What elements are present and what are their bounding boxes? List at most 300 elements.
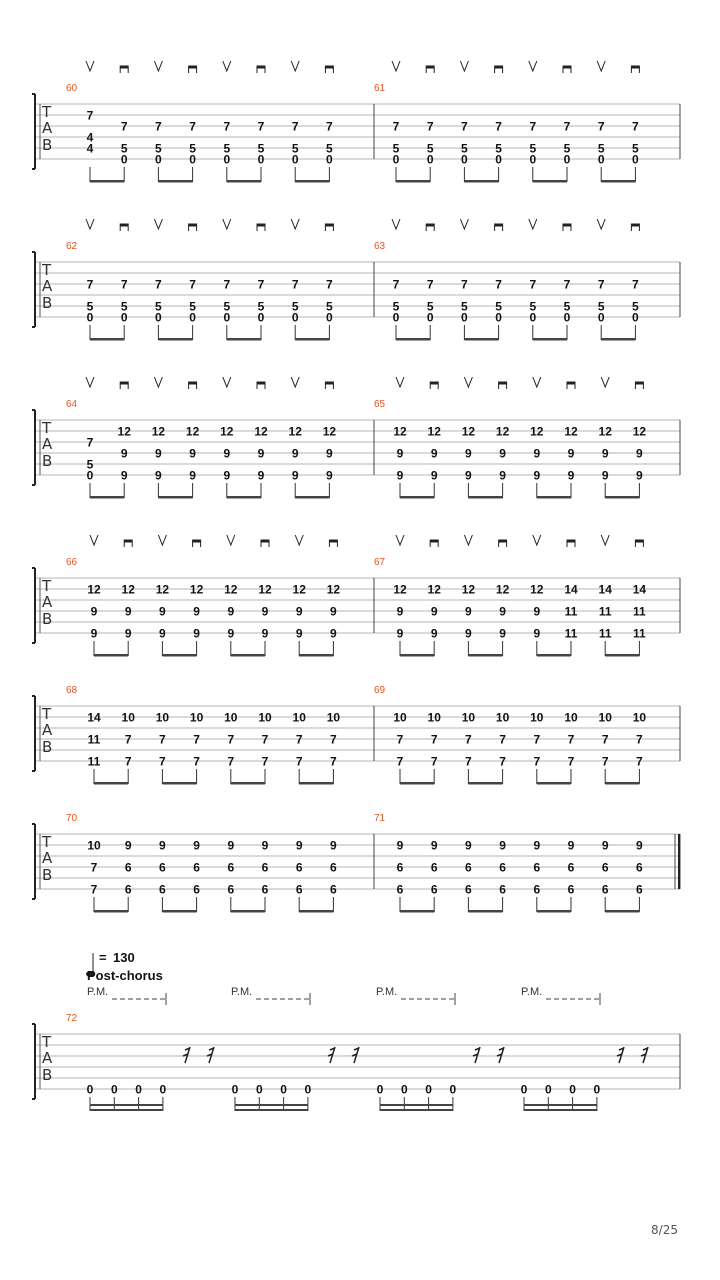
bar-number: 61 — [374, 83, 386, 94]
downstroke-bar — [325, 66, 333, 69]
downstroke-bar — [120, 224, 128, 227]
fret-number: 7 — [396, 754, 404, 769]
fret-number: 5 — [529, 299, 537, 314]
fret-number: 10 — [495, 710, 510, 725]
fret-number: 7 — [529, 119, 537, 134]
fret-number: 5 — [326, 141, 333, 156]
note-beam — [605, 782, 639, 785]
fret-number: 7 — [499, 732, 506, 747]
fret-number: 0 — [425, 1082, 432, 1097]
fret-number: 11 — [87, 732, 101, 747]
note-beam — [158, 338, 192, 341]
fret-number: 7 — [257, 119, 265, 134]
fret-number: 0 — [529, 310, 537, 325]
fret-number: 0 — [569, 1082, 576, 1097]
fret-number: 6 — [430, 882, 438, 897]
upstroke-icon — [597, 61, 605, 71]
fret-number: 0 — [376, 1082, 384, 1097]
system-bracket — [32, 1024, 35, 1099]
fret-number: 7 — [86, 277, 94, 292]
palm-mute-label: P.M. — [521, 986, 543, 998]
tab-clef-letter: A — [42, 593, 53, 611]
fret-number: 7 — [636, 754, 643, 769]
fret-number: 5 — [461, 141, 468, 156]
fret-number: 0 — [326, 152, 333, 167]
note-beam — [537, 782, 571, 785]
fret-number: 0 — [120, 152, 128, 167]
note-beam — [533, 338, 567, 341]
note-beam — [227, 338, 261, 341]
tab-clef-letter: T — [42, 1033, 52, 1051]
note-beam — [235, 1104, 308, 1106]
fret-number: 9 — [124, 604, 132, 619]
fret-number: 7 — [430, 732, 438, 747]
note-beam — [231, 910, 265, 913]
fret-number: 12 — [155, 582, 170, 597]
upstroke-icon — [86, 219, 94, 229]
fret-number: 10 — [292, 710, 306, 725]
fret-number: 7 — [601, 732, 609, 747]
fret-number: 7 — [295, 732, 303, 747]
fret-number: 9 — [257, 446, 265, 461]
upstroke-icon — [154, 377, 162, 387]
fret-number: 9 — [189, 446, 196, 461]
fret-number: 5 — [495, 141, 502, 156]
note-beam — [158, 496, 192, 499]
note-beam — [396, 338, 430, 341]
note-beam — [605, 654, 639, 657]
downstroke-bar — [635, 382, 643, 385]
fret-number: 9 — [330, 604, 337, 619]
tab-clef-letter: B — [42, 1066, 53, 1084]
fret-number: 0 — [461, 310, 468, 325]
fret-number: 10 — [427, 710, 441, 725]
fret-number: 9 — [291, 446, 299, 461]
fret-number: 11 — [598, 626, 612, 641]
upstroke-icon — [396, 535, 404, 545]
tab-clef-letter: A — [42, 119, 53, 137]
fret-number: 7 — [533, 754, 541, 769]
fret-number: 5 — [86, 299, 94, 314]
downstroke-bar — [430, 382, 438, 385]
fret-number: 9 — [601, 446, 609, 461]
fret-number: 0 — [449, 1082, 457, 1097]
fret-number: 7 — [330, 754, 337, 769]
fret-number: 9 — [533, 468, 541, 483]
fret-number: 5 — [86, 457, 94, 472]
fret-number: 5 — [392, 299, 400, 314]
fret-number: 6 — [465, 860, 472, 875]
fret-number: 7 — [392, 119, 400, 134]
fret-number: 11 — [564, 626, 578, 641]
fret-number: 14 — [632, 582, 647, 597]
fret-number: 0 — [280, 1082, 287, 1097]
fret-number: 6 — [636, 882, 643, 897]
fret-number: 9 — [465, 446, 472, 461]
downstroke-bar — [124, 540, 132, 543]
fret-number: 7 — [189, 277, 196, 292]
downstroke-bar — [189, 224, 197, 227]
fret-number: 9 — [396, 838, 404, 853]
fret-number: 12 — [427, 424, 441, 439]
fret-number: 7 — [495, 277, 502, 292]
fret-number: 10 — [461, 710, 476, 725]
fret-number: 6 — [124, 860, 132, 875]
fret-number: 6 — [295, 882, 303, 897]
fret-number: 7 — [426, 277, 434, 292]
fret-number: 9 — [261, 604, 269, 619]
fret-number: 5 — [597, 299, 605, 314]
note-beam — [400, 654, 434, 657]
fret-number: 0 — [593, 1082, 601, 1097]
fret-number: 0 — [86, 468, 94, 483]
note-beam — [90, 496, 124, 499]
sixteenth-rest-icon — [497, 1047, 504, 1063]
tab-clef-letter: A — [42, 435, 53, 453]
system-bracket — [32, 568, 35, 643]
downstroke-bar — [261, 540, 269, 543]
fret-number: 0 — [155, 310, 162, 325]
note-beam — [524, 1104, 597, 1106]
fret-number: 9 — [159, 838, 166, 853]
fret-number: 0 — [632, 310, 639, 325]
fret-number: 6 — [601, 882, 609, 897]
fret-number: 7 — [597, 277, 605, 292]
fret-number: 5 — [223, 299, 231, 314]
fret-number: 0 — [304, 1082, 312, 1097]
fret-number: 0 — [563, 152, 571, 167]
fret-number: 9 — [189, 468, 196, 483]
fret-number: 0 — [426, 152, 434, 167]
fret-number: 5 — [326, 299, 333, 314]
downstroke-bar — [329, 540, 337, 543]
fret-number: 9 — [326, 468, 333, 483]
note-beam — [468, 496, 502, 499]
fret-number: 7 — [257, 277, 265, 292]
downstroke-bar — [635, 540, 643, 543]
fret-number: 9 — [90, 604, 98, 619]
fret-number: 12 — [121, 582, 135, 597]
note-beam — [295, 180, 329, 183]
note-beam — [295, 496, 329, 499]
tab-clef-letter: T — [42, 833, 52, 851]
bar-number: 63 — [374, 241, 386, 252]
system-bracket — [32, 824, 35, 899]
note-beam — [227, 180, 261, 183]
fret-number: 6 — [533, 882, 541, 897]
fret-number: 5 — [223, 141, 231, 156]
note-beam — [90, 1109, 163, 1111]
downstroke-bar — [499, 382, 507, 385]
fret-number: 7 — [563, 119, 571, 134]
fret-number: 0 — [291, 152, 299, 167]
tab-clef-letter: T — [42, 419, 52, 437]
fret-number: 0 — [155, 152, 162, 167]
fret-number: 7 — [426, 119, 434, 134]
palm-mute-label: P.M. — [376, 986, 398, 998]
fret-number: 0 — [86, 1082, 94, 1097]
fret-number: 5 — [189, 299, 196, 314]
fret-number: 5 — [461, 299, 468, 314]
fret-number: 6 — [295, 860, 303, 875]
fret-number: 0 — [189, 310, 196, 325]
fret-number: 9 — [465, 468, 472, 483]
fret-number: 5 — [563, 299, 571, 314]
note-beam — [295, 338, 329, 341]
fret-number: 9 — [601, 468, 609, 483]
note-beam — [299, 910, 333, 913]
fret-number: 6 — [330, 882, 337, 897]
fret-number: 6 — [396, 882, 404, 897]
fret-number: 7 — [120, 277, 128, 292]
sixteenth-rest-icon — [473, 1047, 480, 1063]
fret-number: 6 — [636, 860, 643, 875]
fret-number: 9 — [533, 604, 541, 619]
fret-number: 5 — [120, 141, 128, 156]
fret-number: 7 — [461, 277, 468, 292]
fret-number: 6 — [261, 882, 269, 897]
palm-mute-label: P.M. — [87, 986, 109, 998]
fret-number: 0 — [520, 1082, 528, 1097]
system-bracket — [32, 94, 35, 169]
fret-number: 10 — [326, 710, 341, 725]
upstroke-icon — [223, 61, 231, 71]
fret-number: 9 — [295, 838, 303, 853]
fret-number: 0 — [255, 1082, 263, 1097]
fret-number: 7 — [155, 277, 162, 292]
fret-number: 7 — [223, 119, 231, 134]
fret-number: 9 — [430, 468, 438, 483]
upstroke-icon — [529, 219, 537, 229]
fret-number: 6 — [227, 882, 235, 897]
fret-number: 5 — [632, 299, 639, 314]
tab-clef-letter: A — [42, 277, 53, 295]
fret-number: 0 — [257, 310, 265, 325]
downstroke-bar — [189, 66, 197, 69]
upstroke-icon — [464, 535, 472, 545]
sixteenth-rest-icon — [183, 1047, 190, 1063]
tab-clef-letter: B — [42, 610, 53, 628]
downstroke-bar — [189, 382, 197, 385]
note-beam — [601, 180, 635, 183]
note-beam — [162, 910, 196, 913]
fret-number: 7 — [632, 119, 639, 134]
bar-number: 70 — [66, 813, 78, 824]
fret-number: 7 — [326, 277, 333, 292]
fret-number: 11 — [598, 604, 612, 619]
fret-number: 0 — [597, 310, 605, 325]
downstroke-bar — [193, 540, 201, 543]
note-beam — [537, 654, 571, 657]
fret-number: 9 — [291, 468, 299, 483]
fret-number: 7 — [430, 754, 438, 769]
fret-number: 9 — [227, 838, 235, 853]
fret-number: 7 — [223, 277, 231, 292]
note-beam — [396, 180, 430, 183]
note-beam — [464, 338, 498, 341]
fret-number: 9 — [295, 604, 303, 619]
fret-number: 14 — [598, 582, 612, 597]
note-beam — [537, 496, 571, 499]
fret-number: 9 — [261, 626, 269, 641]
fret-number: 7 — [90, 860, 98, 875]
fret-number: 9 — [396, 468, 404, 483]
fret-number: 6 — [499, 882, 506, 897]
fret-number: 0 — [597, 152, 605, 167]
fret-number: 12 — [292, 582, 306, 597]
bar-number: 66 — [66, 557, 78, 568]
fret-number: 14 — [564, 582, 578, 597]
tab-clef-letter: A — [42, 849, 53, 867]
note-beam — [231, 654, 265, 657]
downstroke-bar — [426, 66, 434, 69]
downstroke-bar — [563, 224, 571, 227]
fret-number: 7 — [155, 119, 162, 134]
upstroke-icon — [223, 377, 231, 387]
downstroke-bar — [257, 224, 265, 227]
fret-number: 9 — [567, 838, 575, 853]
fret-number: 0 — [291, 310, 299, 325]
fret-number: 9 — [326, 446, 333, 461]
fret-number: 6 — [533, 860, 541, 875]
bar-number: 68 — [66, 685, 78, 696]
upstroke-icon — [90, 535, 98, 545]
upstroke-icon — [291, 377, 299, 387]
fret-number: 0 — [159, 1082, 167, 1097]
fret-number: 10 — [87, 838, 101, 853]
fret-number: 12 — [254, 424, 268, 439]
fret-number: 9 — [223, 468, 231, 483]
fret-number: 7 — [563, 277, 571, 292]
sixteenth-rest-icon — [328, 1047, 335, 1063]
fret-number: 9 — [601, 838, 609, 853]
bar-number: 69 — [374, 685, 386, 696]
fret-number: 10 — [598, 710, 612, 725]
fret-number: 12 — [564, 424, 578, 439]
upstroke-icon — [392, 219, 400, 229]
fret-number: 7 — [159, 732, 166, 747]
note-beam — [162, 654, 196, 657]
note-beam — [90, 338, 124, 341]
fret-number: 0 — [223, 310, 231, 325]
tab-clef-letter: T — [42, 577, 52, 595]
fret-number: 6 — [227, 860, 235, 875]
tab-clef-letter: B — [42, 294, 53, 312]
fret-number: 5 — [257, 299, 265, 314]
downstroke-bar — [325, 382, 333, 385]
fret-number: 9 — [120, 446, 128, 461]
fret-number: 0 — [400, 1082, 408, 1097]
fret-number: 7 — [291, 277, 299, 292]
fret-number: 5 — [291, 299, 299, 314]
downstroke-bar — [567, 382, 575, 385]
fret-number: 7 — [392, 277, 400, 292]
fret-number: 9 — [257, 468, 265, 483]
fret-number: 7 — [261, 732, 269, 747]
fret-number: 7 — [567, 732, 575, 747]
fret-number: 12 — [288, 424, 302, 439]
fret-number: 9 — [430, 446, 438, 461]
fret-number: 7 — [193, 754, 200, 769]
section-label: Post-chorus — [87, 968, 163, 983]
note-beam — [231, 782, 265, 785]
fret-number: 6 — [159, 882, 166, 897]
fret-number: 9 — [193, 838, 200, 853]
upstroke-icon — [396, 377, 404, 387]
note-beam — [227, 496, 261, 499]
tab-clef-letter: T — [42, 705, 52, 723]
note-beam — [464, 180, 498, 183]
fret-number: 0 — [223, 152, 231, 167]
fret-number: 7 — [461, 119, 468, 134]
fret-number: 5 — [426, 141, 434, 156]
fret-number: 0 — [110, 1082, 118, 1097]
upstroke-icon — [291, 219, 299, 229]
note-beam — [468, 782, 502, 785]
downstroke-bar — [495, 224, 503, 227]
note-beam — [533, 180, 567, 183]
fret-number: 7 — [396, 732, 404, 747]
fret-number: 9 — [155, 446, 162, 461]
fret-number: 9 — [567, 468, 575, 483]
fret-number: 12 — [189, 582, 204, 597]
downstroke-bar — [567, 540, 575, 543]
tab-clef-letter: B — [42, 866, 53, 884]
bar-number: 71 — [374, 813, 386, 824]
upstroke-icon — [460, 61, 468, 71]
fret-number: 9 — [330, 626, 337, 641]
fret-number: 10 — [155, 710, 170, 725]
fret-number: 5 — [597, 141, 605, 156]
fret-number: 6 — [159, 860, 166, 875]
note-beam — [158, 180, 192, 183]
palm-mute-label: P.M. — [231, 986, 253, 998]
fret-number: 0 — [495, 152, 502, 167]
fret-number: 9 — [396, 604, 404, 619]
system-bracket — [32, 696, 35, 771]
fret-number: 12 — [258, 582, 272, 597]
upstroke-icon — [154, 219, 162, 229]
fret-number: 9 — [227, 626, 235, 641]
tab-clef-letter: B — [42, 738, 53, 756]
fret-number: 7 — [495, 119, 502, 134]
upstroke-icon — [533, 535, 541, 545]
fret-number: 9 — [261, 838, 269, 853]
note-beam — [380, 1104, 453, 1106]
upstroke-icon — [533, 377, 541, 387]
tempo-bpm: 130 — [113, 950, 135, 965]
fret-number: 10 — [121, 710, 135, 725]
fret-number: 9 — [396, 446, 404, 461]
tab-clef-letter: T — [42, 103, 52, 121]
note-beam — [94, 782, 128, 785]
fret-number: 6 — [124, 882, 132, 897]
fret-number: 0 — [495, 310, 502, 325]
fret-number: 9 — [193, 626, 200, 641]
fret-number: 7 — [261, 754, 269, 769]
downstroke-bar — [426, 224, 434, 227]
note-beam — [605, 910, 639, 913]
fret-number: 6 — [567, 860, 575, 875]
tab-clef-letter: A — [42, 721, 53, 739]
fret-number: 10 — [258, 710, 272, 725]
fret-number: 5 — [529, 141, 537, 156]
note-beam — [537, 910, 571, 913]
fret-number: 7 — [124, 732, 132, 747]
fret-number: 12 — [224, 582, 238, 597]
fret-number: 9 — [499, 626, 506, 641]
fret-number: 7 — [326, 119, 333, 134]
